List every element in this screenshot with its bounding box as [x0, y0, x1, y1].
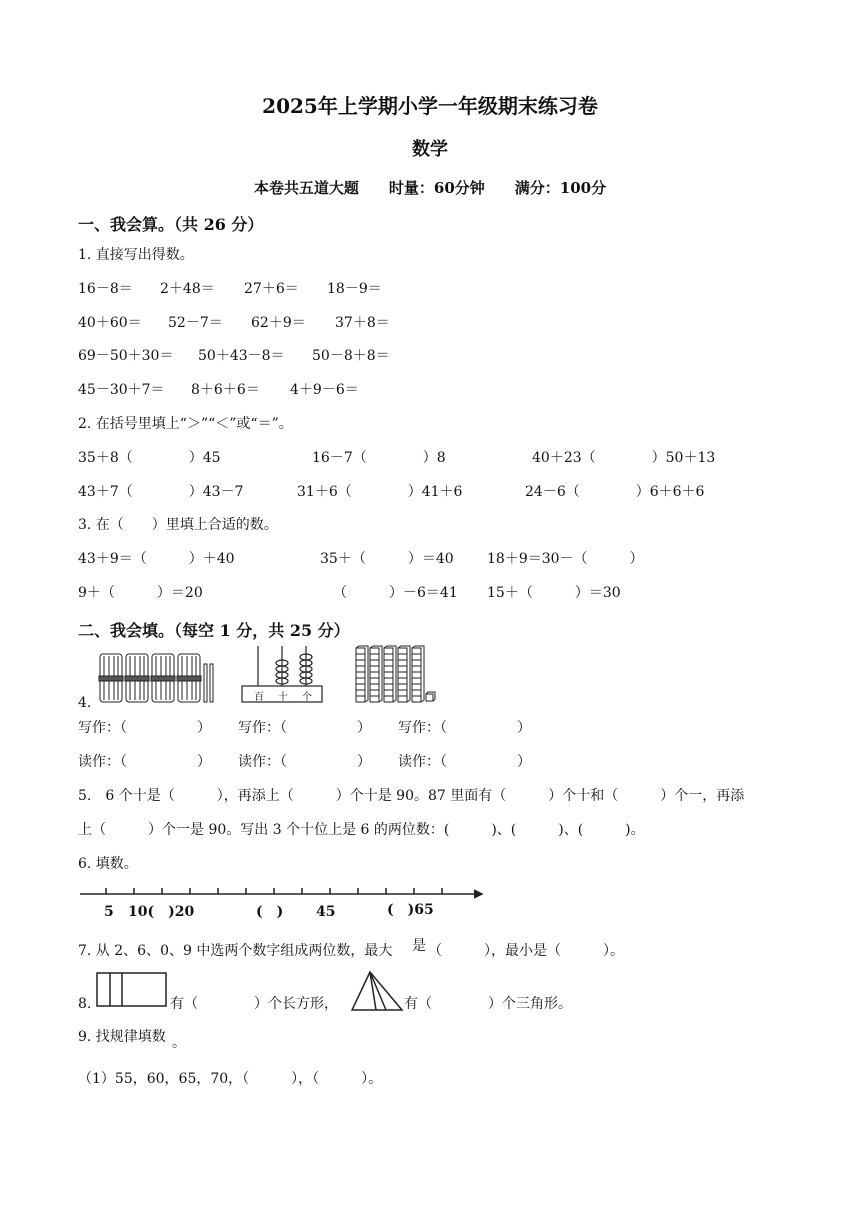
number-line-label: ( )65 — [387, 902, 434, 918]
q7-text: （ ），最小是（ ）。 — [428, 943, 624, 959]
q9-dot: 。 — [172, 1035, 186, 1051]
abacus-label-ones: 个 — [302, 692, 312, 703]
fill-item: 9＋（ ）＝20 — [78, 585, 203, 601]
fill-item: （ ）－6＝41 — [333, 585, 458, 601]
read-as-blank: 读作：（ ） — [238, 754, 371, 770]
number-line-label: 10( )20 — [128, 904, 195, 920]
fill-item: 15＋（ ）＝30 — [487, 585, 621, 601]
calc-item: 40＋60＝ — [78, 315, 142, 331]
calc-item: 18－9＝ — [327, 281, 382, 297]
exam-info: 本卷共五道大题 时量：60分钟 满分：100分 — [253, 179, 607, 197]
abacus-label-tens: 十 — [278, 692, 288, 703]
number-line-label: 5 — [104, 904, 114, 920]
fill-item: 18＋9＝30－（ ） — [487, 551, 644, 567]
calc-item: 16－8＝ — [78, 281, 133, 297]
page-title: 2025年上学期小学一年级期末练习卷 — [262, 94, 598, 118]
bundles-of-sticks-picture — [96, 650, 216, 706]
calc-item: 52－7＝ — [168, 315, 223, 331]
calc-item: 27＋6＝ — [244, 281, 299, 297]
q9-sequence: （1）55，60，65，70，（ ），（ ）。 — [78, 1071, 383, 1087]
q8-triangle-blank: 有（ ）个三角形。 — [404, 996, 572, 1012]
triangle-figure — [350, 970, 406, 1012]
read-as-blank: 读作：（ ） — [398, 754, 531, 770]
calc-item: 62＋9＝ — [251, 315, 306, 331]
calc-item: 69－50＋30＝ — [78, 348, 174, 364]
q8-rectangle-blank: 有（ ）个长方形， — [170, 996, 338, 1012]
compare-item: 43＋7（ ）43－7 — [78, 484, 244, 500]
section2-heading: 二、我会填。（每空 1 分，共 25 分） — [78, 621, 350, 640]
compare-item: 35＋8（ ）45 — [78, 450, 221, 466]
q7-text: 7. 从 2、6、0、9 中选两个数字组成两位数，最大 — [78, 943, 393, 959]
subject-title: 数学 — [412, 139, 448, 160]
compare-item: 40＋23（ ）50＋13 — [532, 450, 716, 466]
q3-prompt: 3. 在（ ）里填上合适的数。 — [78, 517, 278, 533]
abacus-label-hundreds: 百 — [254, 692, 264, 703]
write-as-blank: 写作：（ ） — [78, 720, 211, 736]
compare-item: 16－7（ ）8 — [312, 450, 446, 466]
calc-item: 4＋9－6＝ — [290, 382, 359, 398]
q8-number: 8. — [78, 996, 92, 1012]
compare-item: 24－6（ ）6＋6＋6 — [525, 484, 705, 500]
number-line — [78, 884, 490, 898]
section1-heading: 一、我会算。（共 26 分） — [78, 215, 264, 234]
q7-text: 是 — [412, 938, 426, 954]
calc-item: 8＋6＋6＝ — [191, 382, 260, 398]
rectangle-figure — [96, 972, 168, 1008]
base-ten-blocks-picture — [354, 644, 440, 704]
write-as-blank: 写作：（ ） — [238, 720, 371, 736]
number-line-label: 45 — [316, 904, 336, 920]
calc-item: 50＋43－8＝ — [198, 348, 285, 364]
q1-prompt: 1. 直接写出得数。 — [78, 247, 194, 263]
read-as-blank: 读作：（ ） — [78, 754, 211, 770]
calc-item: 45－30＋7＝ — [78, 382, 165, 398]
fill-item: 35＋（ ）＝40 — [320, 551, 454, 567]
write-as-blank: 写作：（ ） — [398, 720, 531, 736]
compare-item: 31＋6（ ）41＋6 — [297, 484, 463, 500]
q5-line1: 5. 6 个十是（ ），再添上（ ）个十是 90。87 里面有（ ）个十和（ ）个一，再添 — [78, 788, 745, 804]
fill-item: 43＋9＝（ ）＋40 — [78, 551, 235, 567]
q2-prompt: 2. 在括号里填上“＞”“＜”或“＝”。 — [78, 416, 293, 432]
calc-item: 37＋8＝ — [335, 315, 390, 331]
calc-item: 50－8＋8＝ — [312, 348, 390, 364]
q6-prompt: 6. 填数。 — [78, 856, 138, 872]
q4-number: 4. — [78, 695, 92, 711]
q5-line2: 上（ ）个一是 90。写出 3 个十位上是 6 的两位数：( )、( )、( )。 — [78, 822, 645, 838]
number-line-blank: ( ) — [256, 904, 284, 920]
calc-item: 2＋48＝ — [160, 281, 215, 297]
q9-prompt: 9. 找规律填数 — [78, 1029, 166, 1045]
